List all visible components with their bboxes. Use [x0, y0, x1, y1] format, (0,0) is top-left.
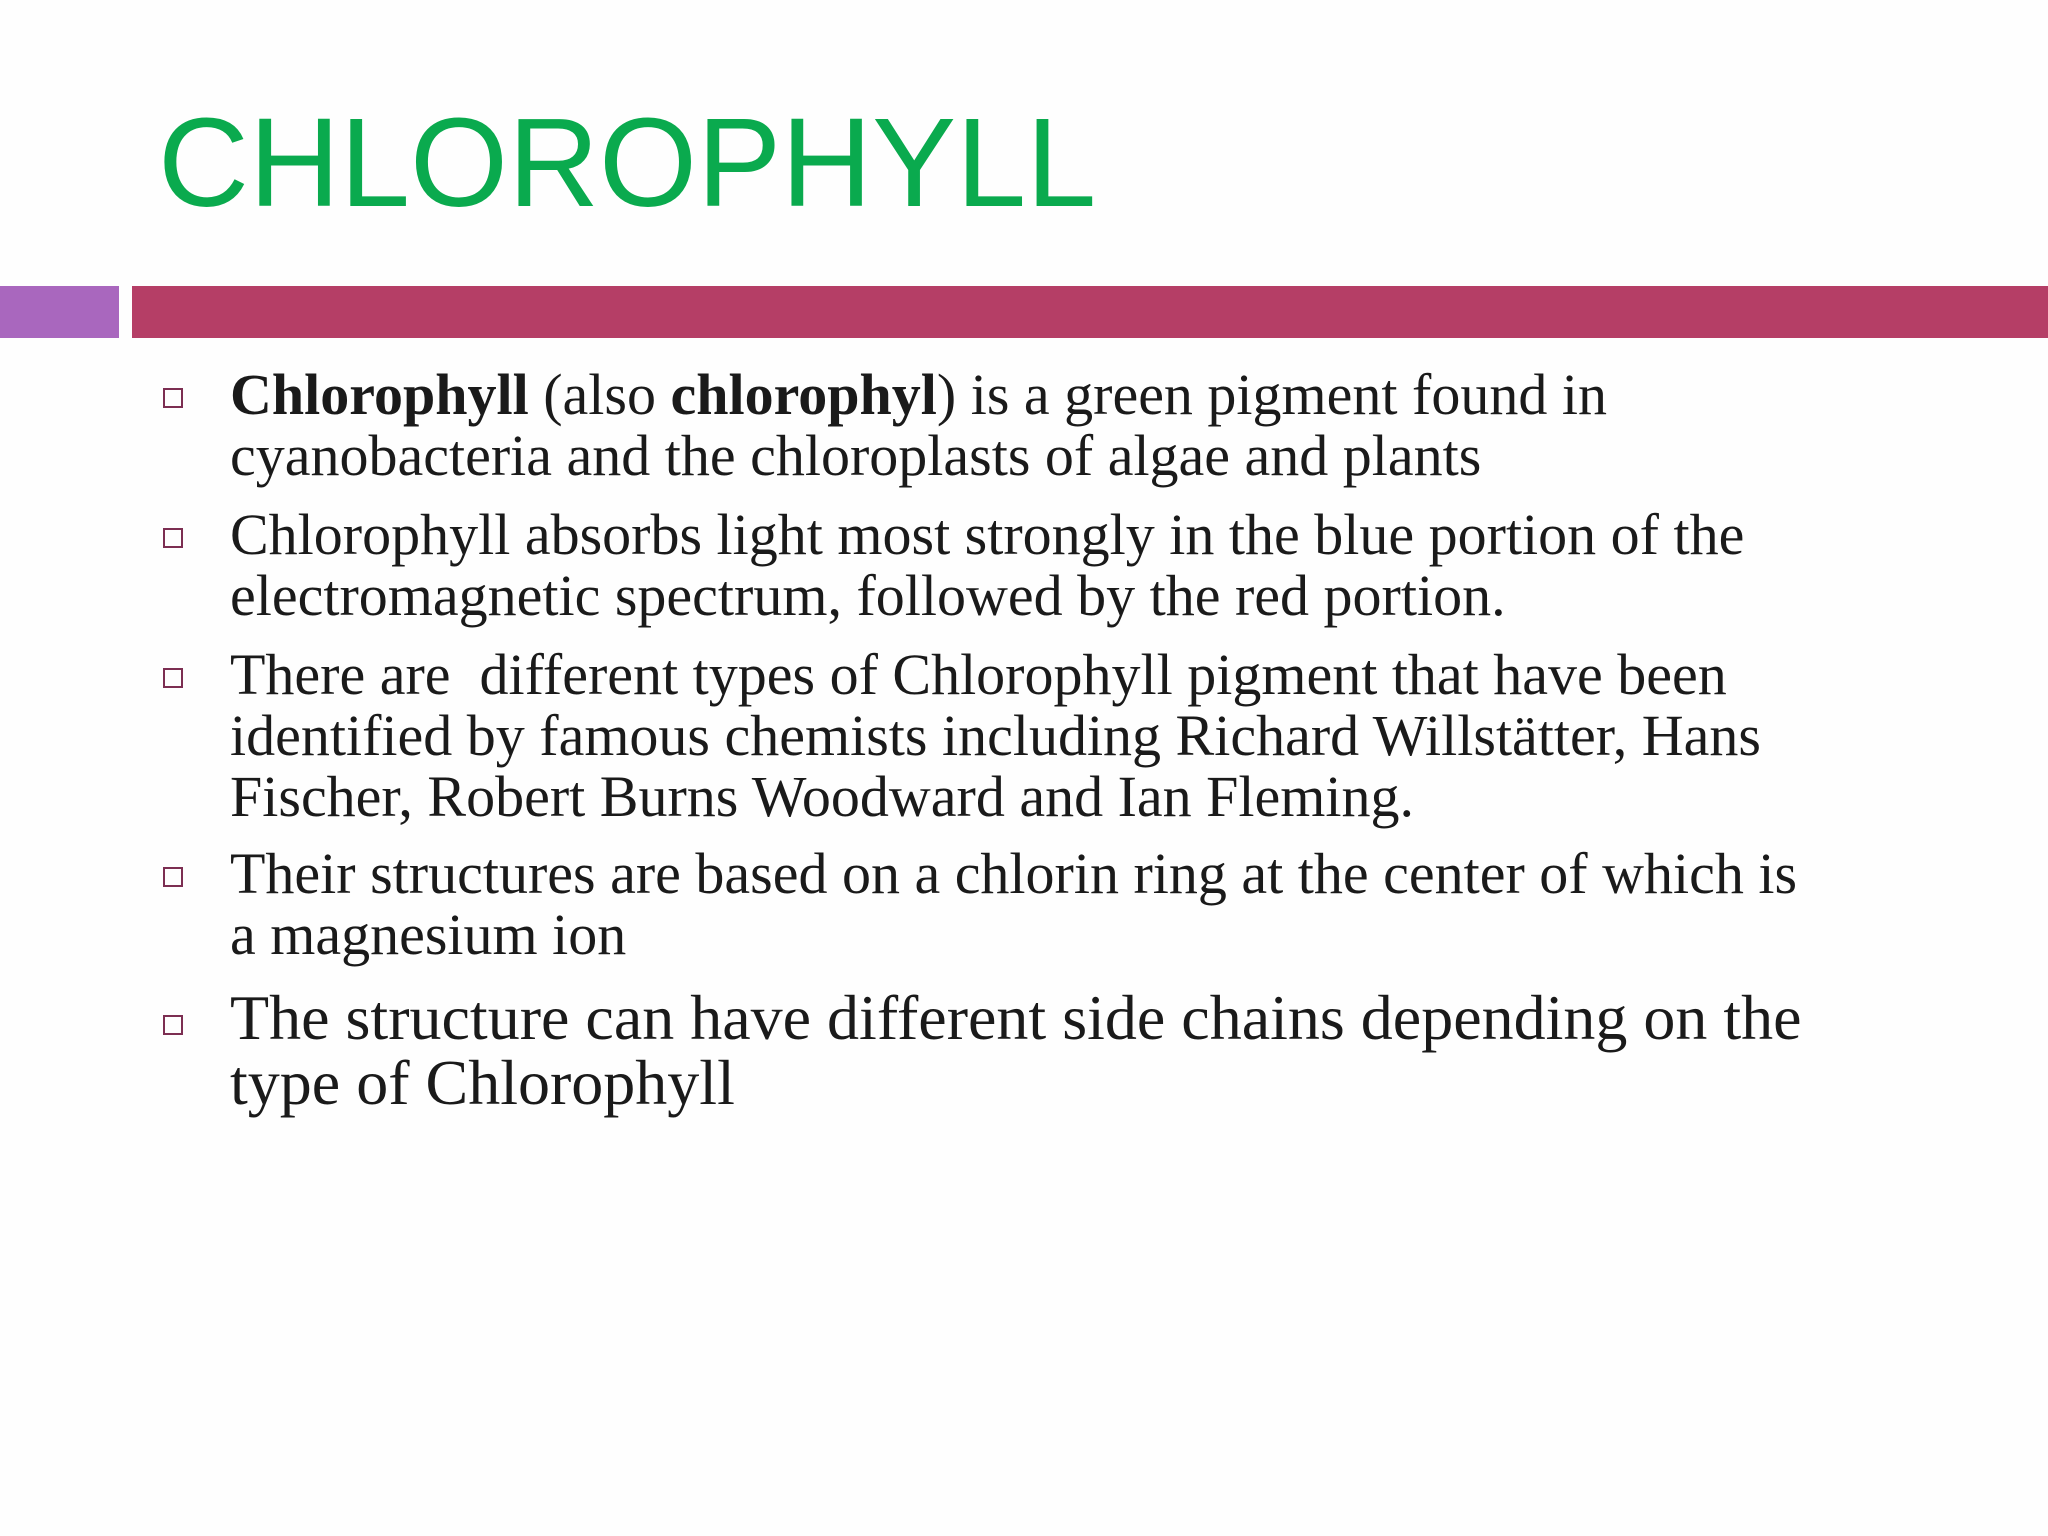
- slide-title: CHLOROPHYLL: [158, 92, 1097, 233]
- bullet-text: [230, 644, 2010, 827]
- bullet-line: a magnesium ion: [230, 902, 627, 967]
- text-run: ) is a green pigment found in: [936, 362, 1607, 427]
- bullet-text: [230, 843, 2010, 965]
- bold-term: chlorophyl: [670, 362, 937, 427]
- hollow-square-bullet-icon: [163, 1015, 183, 1035]
- bullet-line: Their structures are based on a chlorin ring at the center of which is: [230, 841, 1798, 906]
- bullet-text: [230, 982, 2010, 1118]
- bullet-line: [230, 364, 2010, 425]
- bullet-text: [230, 504, 2010, 626]
- bullet-line: Fischer, Robert Burns Woodward and Ian Fleming.: [230, 764, 1414, 829]
- hollow-square-bullet-icon: [163, 528, 183, 548]
- bullet-line: Chlorophyll absorbs light most strongly in the blue portion of the: [230, 502, 1745, 567]
- bullet-line: identified by famous chemists including Richard Willstätter, Hans: [230, 703, 1761, 768]
- bullet-line: There are different types of Chlorophyll pigment that have been: [230, 642, 1727, 707]
- text-run: (also: [528, 362, 671, 427]
- bullet-line: The structure can have different side chains depending on the: [230, 982, 1802, 1053]
- hollow-square-bullet-icon: [163, 668, 183, 688]
- bold-term: Chlorophyll: [230, 362, 529, 427]
- bullet-line: electromagnetic spectrum, followed by the red portion.: [230, 563, 1506, 628]
- bullet-text: [230, 364, 2010, 486]
- bullet-line: cyanobacteria and the chloroplasts of algae and plants: [230, 423, 1482, 488]
- hollow-square-bullet-icon: [163, 388, 183, 408]
- hollow-square-bullet-icon: [163, 867, 183, 887]
- bullet-line: type of Chlorophyll: [230, 1047, 735, 1118]
